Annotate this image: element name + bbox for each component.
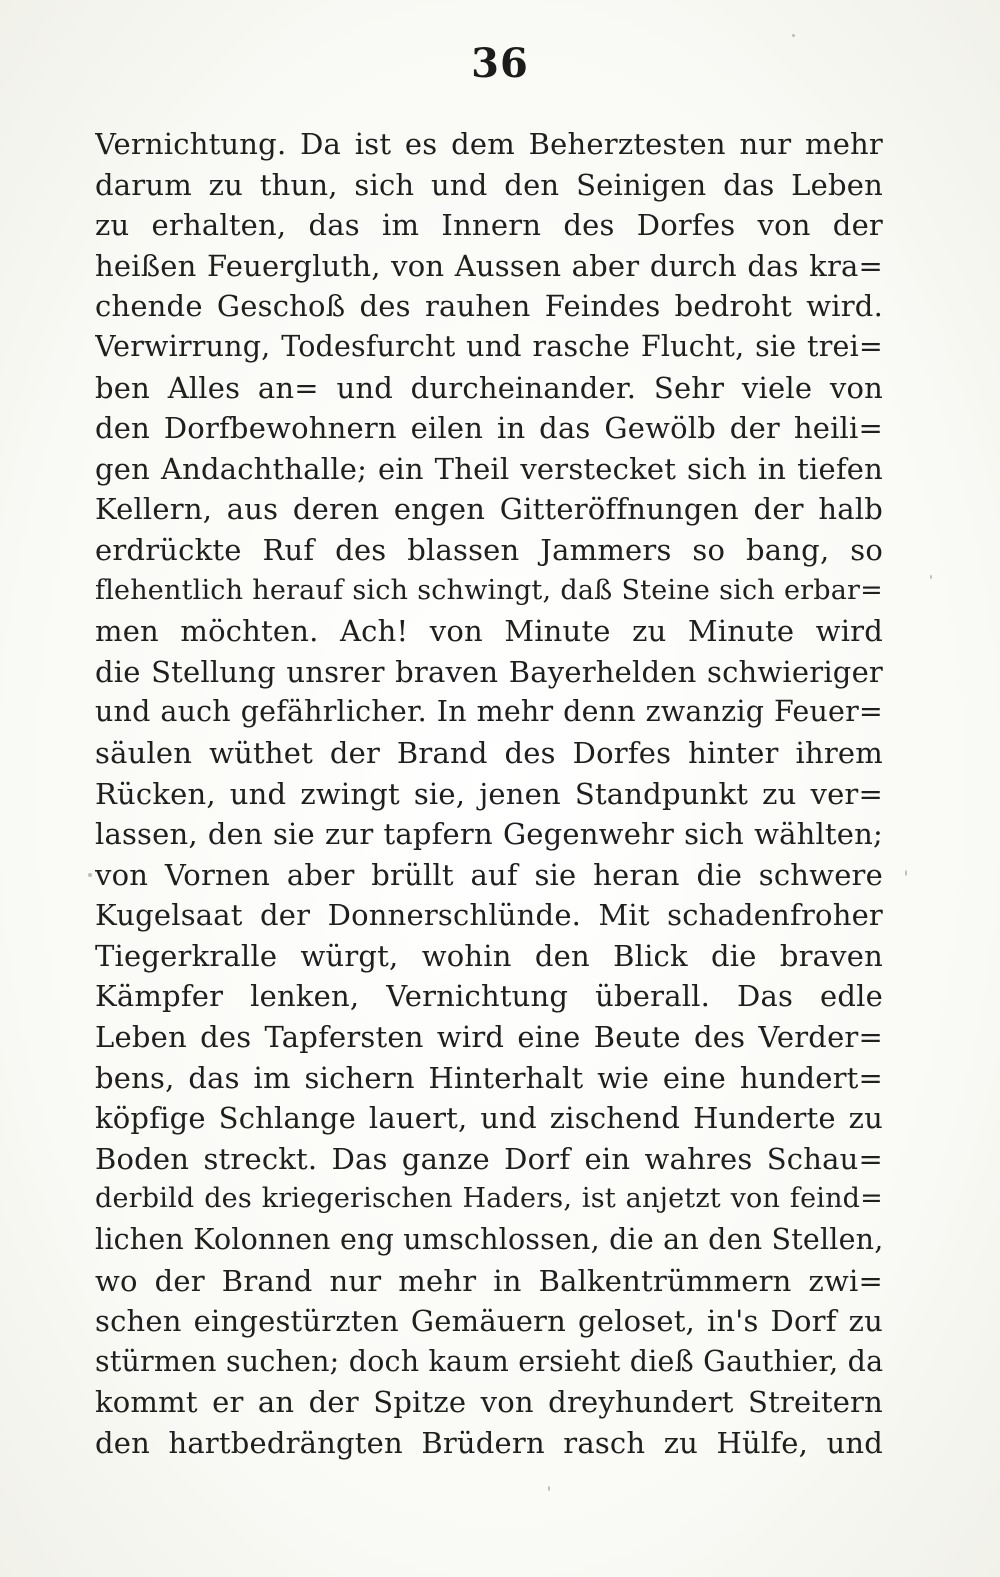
text-line: Leben des Tapfersten wird eine Beute des Verder= [95, 1020, 883, 1055]
text-line: und auch gefährlicher. In mehr denn zwanzig Feuer= [95, 695, 883, 729]
text-line: Kugelsaat der Donnerschlünde. Mit schadenfroher [95, 898, 883, 933]
text-line: wo der Brand nur mehr in Balkentrümmern zwi= [95, 1263, 883, 1298]
text-line: Vernichtung. Da ist es dem Beherztesten nur mehr [95, 127, 883, 161]
text-line: schen eingestürzten Gemäuern geloset, in's Dorf zu [95, 1304, 883, 1339]
text-line: Rücken, und zwingt sie, jenen Standpunkt zu ver= [95, 776, 883, 811]
text-line: derbild des kriegerischen Haders, ist anjetzt von feind= [95, 1183, 883, 1215]
text-line: säulen wüthet der Brand des Dorfes hinter ihrem [95, 735, 883, 770]
text-line: lichen Kolonnen eng umschlossen, die an den Stellen, [95, 1223, 883, 1257]
text-line: stürmen suchen; doch kaum ersieht dieß Gauthier, da [95, 1344, 883, 1378]
text-line: Kellern, aus deren engen Gitteröffnungen der halb [95, 492, 883, 527]
text-line: bens, das im sichern Hinterhalt wie eine hundert= [95, 1060, 883, 1095]
text-line: chende Geschoß des rauhen Feindes bedroht wird. [95, 289, 883, 324]
paper-speck [548, 1486, 550, 1491]
text-line: heißen Feuergluth, von Aussen aber durch das kra= [95, 248, 883, 283]
text-line: die Stellung unsrer braven Bayerhelden schwieriger [95, 654, 883, 689]
text-line: köpfige Schlange lauert, und zischend Hunderte zu [95, 1101, 883, 1136]
text-line: Kämpfer lenken, Vernichtung überall. Das edle [95, 979, 883, 1014]
text-line: lassen, den sie zur tapfern Gegenwehr sich wählten; [95, 817, 883, 852]
text-line: von Vornen aber brüllt auf sie heran die schwere [95, 857, 883, 892]
text-line: flehentlich herauf sich schwingt, daß Steine sich erbar= [95, 574, 883, 606]
text-line: Verwirrung, Todesfurcht und rasche Flucht, sie trei= [95, 329, 883, 363]
text-line: zu erhalten, das im Innern des Dorfes von der [95, 208, 883, 243]
text-line: den Dorfbewohnern eilen in das Gewölb der heili= [95, 411, 883, 446]
paper-speck [930, 575, 932, 579]
paper-speck [905, 870, 907, 876]
text-line: darum zu thun, sich und den Seinigen das Leben [95, 167, 883, 202]
text-line: kommt er an der Spitze von dreyhundert Streitern [95, 1385, 883, 1420]
text-line: den hartbedrängten Brüdern rasch zu Hülfe, und [95, 1426, 883, 1460]
page-number: 36 [471, 40, 529, 87]
text-line: erdrückte Ruf des blassen Jammers so bang, so [95, 532, 883, 567]
text-line: Tiegerkralle würgt, wohin den Blick die braven [95, 938, 883, 973]
text-line: Boden streckt. Das ganze Dorf ein wahres Schau= [95, 1141, 883, 1176]
text-line: men möchten. Ach! von Minute zu Minute wird [95, 614, 883, 649]
text-line: gen Andachthalle; ein Theil verstecket sich in tiefen [95, 451, 883, 486]
body-text [95, 124, 883, 1464]
text-line: ben Alles an= und durcheinander. Sehr viele von [95, 370, 883, 405]
paper-speck [88, 873, 92, 877]
paper-speck [792, 34, 795, 37]
